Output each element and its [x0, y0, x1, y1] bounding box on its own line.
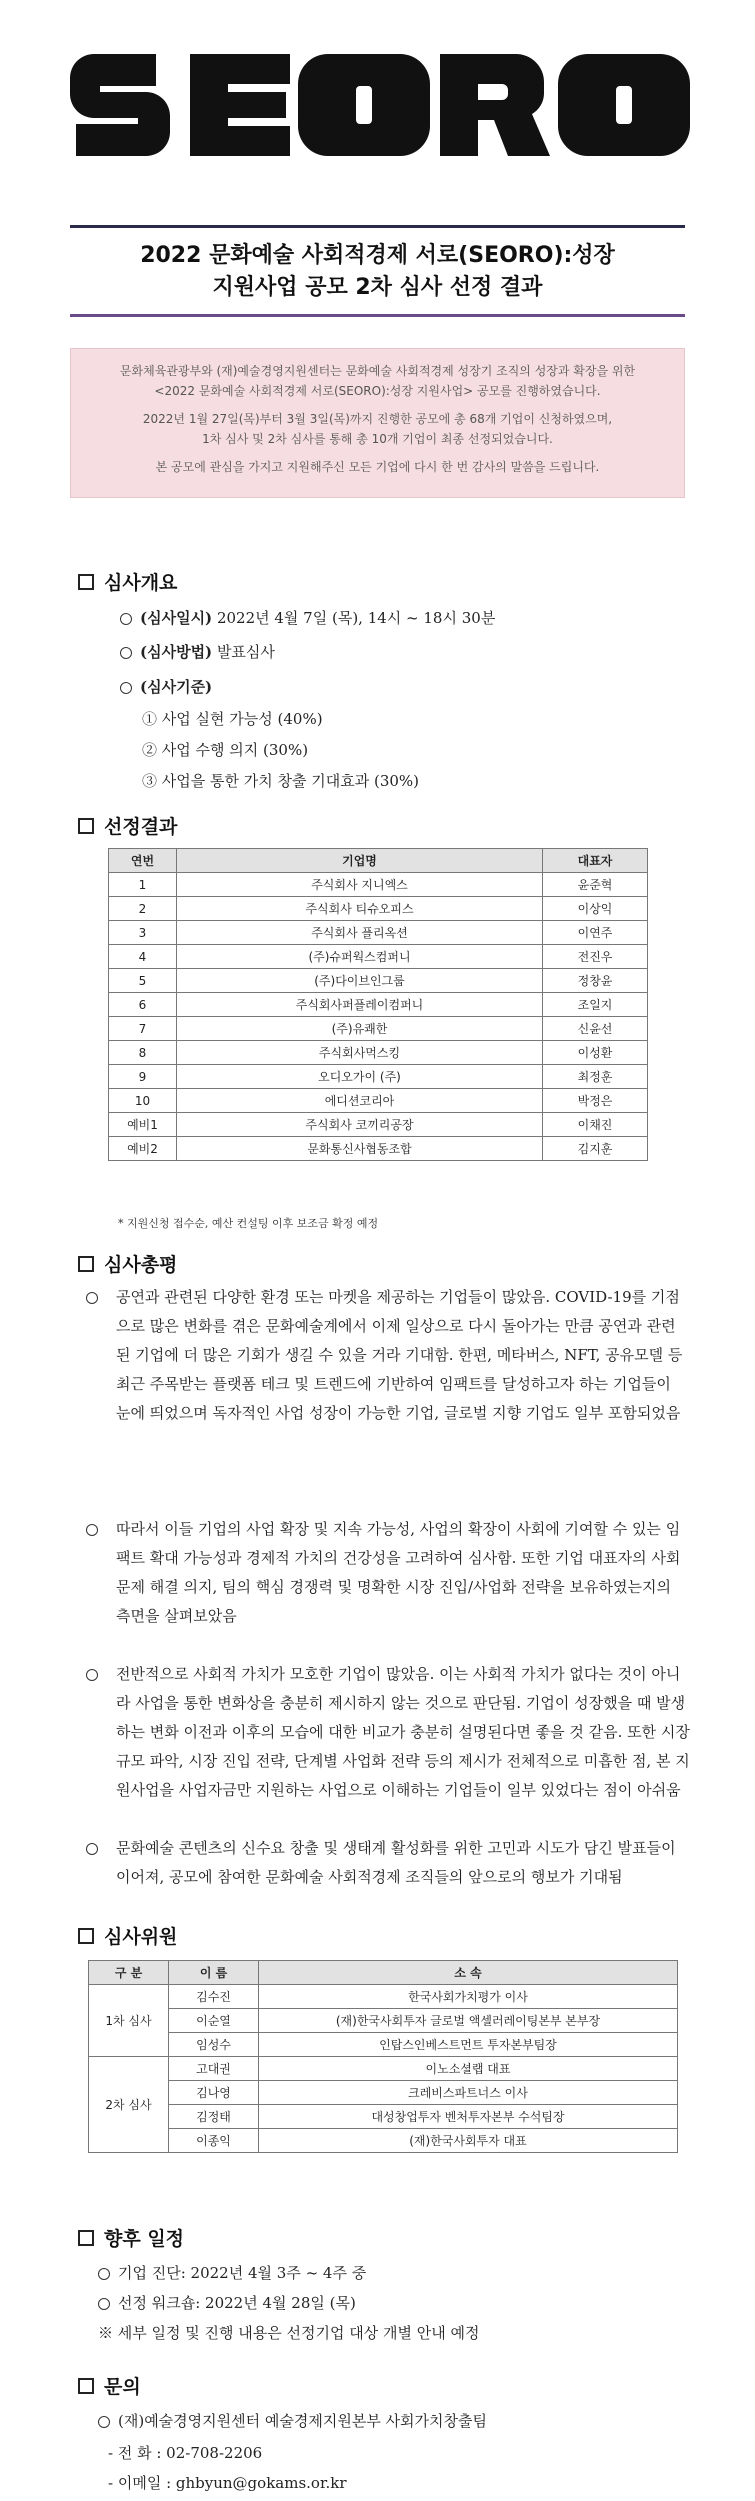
results-table — [108, 848, 648, 1161]
table-cell: 8 — [109, 1041, 177, 1065]
checkbox-square-icon — [78, 2378, 94, 2394]
contact-phone: - 전 화 : 02-708-2206 — [108, 2444, 263, 2462]
checkbox-square-icon — [78, 1256, 94, 1272]
committee-group-label: 1차 심사 — [89, 1985, 169, 2057]
column-header: 이 름 — [169, 1961, 259, 1985]
section-heading-review — [78, 1250, 177, 1277]
table-cell: 10 — [109, 1089, 177, 1113]
table-cell: 고대권 — [169, 2057, 259, 2081]
circle-bullet-icon — [86, 1843, 98, 1855]
table-row — [109, 873, 648, 897]
column-header: 구 분 — [89, 1961, 169, 1985]
section-heading-text: 심사개요 — [104, 572, 178, 594]
table-header-row — [109, 849, 648, 873]
checkbox-square-icon — [78, 1928, 94, 1944]
table-cell: (주)다이브인그룹 — [177, 969, 543, 993]
overview-date-value: 2022년 4월 7일 (목), 14시 ~ 18시 30분 — [216, 609, 496, 627]
schedule-item — [98, 2292, 356, 2313]
section-heading-committee — [78, 1922, 177, 1949]
review-paragraph — [78, 1660, 690, 1805]
table-row — [109, 897, 648, 921]
criteria-item: ③ 사업을 통한 가치 창출 기대효과 (30%) — [142, 772, 420, 790]
table-cell: 크레비스파트너스 이사 — [259, 2081, 678, 2105]
table-cell: (주)유쾌한 — [177, 1017, 543, 1041]
table-cell: 이순열 — [169, 2009, 259, 2033]
schedule-item-text: 선정 워크숍: 2022년 4월 28일 (목) — [118, 2294, 356, 2312]
table-cell: (재)한국사회투자 글로벌 액셀러레이팅본부 본부장 — [259, 2009, 678, 2033]
table-cell: 2 — [109, 897, 177, 921]
review-paragraph — [78, 1283, 690, 1428]
table-cell: 주식회사먹스킹 — [177, 1041, 543, 1065]
table-cell: 주식회사퍼플레이컴퍼니 — [177, 993, 543, 1017]
committee-table — [88, 1960, 678, 2153]
circle-bullet-icon — [120, 613, 132, 625]
table-row — [109, 969, 648, 993]
notice-paragraph-2 — [81, 409, 674, 449]
overview-method-value: 발표심사 — [216, 643, 275, 661]
table-cell: 주식회사 코끼리공장 — [177, 1113, 543, 1137]
table-cell: 5 — [109, 969, 177, 993]
review-paragraph-text: 문화예술 콘텐츠의 신수요 창출 및 생태계 활성화를 위한 고민과 시도가 담긴 발표들이 이어져, 공모에 참여한 문화예술 사회적경제 조직들의 앞으로의 행보가 기대됨 — [116, 1839, 676, 1886]
checkbox-square-icon — [78, 2230, 94, 2246]
table-cell: 조일지 — [543, 993, 648, 1017]
contact-org — [98, 2410, 487, 2431]
table-cell: 주식회사 티슈오피스 — [177, 897, 543, 921]
committee-table-body — [89, 1985, 678, 2153]
column-header: 연번 — [109, 849, 177, 873]
checkbox-square-icon — [78, 574, 94, 590]
review-paragraph-text: 공연과 관련된 다양한 환경 또는 마켓을 제공하는 기업들이 많았음. COVID-19를 기점으로 많은 변화를 겪은 문화예술계에서 이제 일상으로 다시 돌아가는 만큼 공연과 관련된 기업에 더 많은 기회가 생길 수 있을 거라 기대함. 한편, 메타버스, NFT, 공유모델 등 최근 주목받는 플랫폼 테크 및 트렌드에 기반하여 임팩트를 달성하고자 하는 기업들이 눈에 띄었으며 독자적인 사업 성장이 가능한 기업, 글로벌 지향 기업도 일부 포함되었음 — [116, 1288, 683, 1422]
notice-text: 2022년 1월 27일(목)부터 3월 3일(목)까지 진행한 공모에 총 68개 기업이 신청하였으며, — [142, 412, 613, 426]
circle-bullet-icon — [120, 682, 132, 694]
circle-bullet-icon — [86, 1524, 98, 1536]
table-row — [89, 2105, 678, 2129]
criteria-item: ① 사업 실현 가능성 (40%) — [142, 710, 323, 728]
seoro-logo — [60, 40, 695, 170]
column-header: 기업명 — [177, 849, 543, 873]
table-cell: 오디오가이 (주) — [177, 1065, 543, 1089]
notice-text: 1차 심사 및 2차 심사를 통해 총 10개 기업이 최종 선정되었습니다. — [202, 432, 553, 446]
table-cell: 이성환 — [543, 1041, 648, 1065]
table-row — [89, 1985, 678, 2009]
overview-method-label: (심사방법) — [140, 643, 213, 661]
table-row — [109, 993, 648, 1017]
table-cell: 임성수 — [169, 2033, 259, 2057]
table-cell: 신윤선 — [543, 1017, 648, 1041]
table-cell: 이노소셜랩 대표 — [259, 2057, 678, 2081]
review-paragraph-text: 따라서 이들 기업의 사업 확장 및 지속 가능성, 사업의 확장이 사회에 기여할 수 있는 임팩트 확대 가능성과 경제적 가치의 건강성을 고려하여 심사함. 또한 기업 대표자의 사회문제 해결 의지, 팀의 핵심 경쟁력 및 명확한 시장 진입/사업화 전략을 보유하였는지의 측면을 살펴보았음 — [116, 1520, 681, 1625]
notice-paragraph-3: 본 공모에 관심을 가지고 지원해주신 모든 기업에 다시 한 번 감사의 말씀을 드립니다. — [155, 460, 600, 474]
table-cell: 에디션코리아 — [177, 1089, 543, 1113]
contact-email[interactable]: - 이메일 : ghbyun@gokams.or.kr — [108, 2474, 347, 2492]
table-header-row — [89, 1961, 678, 1985]
title-line-2: 지원사업 공모 2차 심사 선정 결과 — [212, 275, 543, 300]
review-paragraph — [78, 1515, 690, 1631]
table-row — [89, 2129, 678, 2153]
results-table-body — [109, 873, 648, 1161]
section-heading-schedule — [78, 2224, 184, 2251]
table-cell: 문화통신사협동조합 — [177, 1137, 543, 1161]
section-heading-text: 향후 일정 — [104, 2228, 185, 2250]
overview-method — [120, 641, 275, 662]
table-cell: 1 — [109, 873, 177, 897]
table-row — [109, 921, 648, 945]
table-row — [109, 1089, 648, 1113]
table-row — [109, 1065, 648, 1089]
table-cell: 김수진 — [169, 1985, 259, 2009]
table-cell: 주식회사 지니엑스 — [177, 873, 543, 897]
page-title — [70, 228, 685, 314]
schedule-item — [98, 2262, 366, 2283]
table-cell: 전진우 — [543, 945, 648, 969]
column-header: 소 속 — [259, 1961, 678, 1985]
schedule-note: ※ 세부 일정 및 진행 내용은 선정기업 대상 개별 안내 예정 — [98, 2324, 480, 2342]
table-cell: 예비1 — [109, 1113, 177, 1137]
circle-bullet-icon — [98, 2268, 110, 2280]
table-cell: 9 — [109, 1065, 177, 1089]
table-cell: 주식회사 플리옥션 — [177, 921, 543, 945]
title-box — [70, 225, 685, 317]
section-heading-overview — [78, 568, 177, 595]
table-cell: 정창윤 — [543, 969, 648, 993]
contact-org-text: (재)예술경영지원센터 예술경제지원본부 사회가치창출팀 — [118, 2412, 488, 2430]
committee-group-label: 2차 심사 — [89, 2057, 169, 2153]
notice-text: <2022 문화예술 사회적경제 서로(SEORO):성장 지원사업> 공모를 진행하였습니다. — [154, 384, 601, 398]
section-heading-text: 심사총평 — [104, 1254, 178, 1276]
table-cell: 예비2 — [109, 1137, 177, 1161]
title-line-1: 2022 문화예술 사회적경제 서로(SEORO):성장 — [140, 243, 615, 268]
circle-bullet-icon — [98, 2416, 110, 2428]
circle-bullet-icon — [86, 1292, 98, 1304]
circle-bullet-icon — [98, 2298, 110, 2310]
section-heading-text: 문의 — [104, 2376, 141, 2398]
schedule-item-text: 기업 진단: 2022년 4월 3주 ~ 4주 중 — [118, 2264, 367, 2282]
overview-date-label: (심사일시) — [140, 609, 213, 627]
table-row — [89, 2033, 678, 2057]
table-cell: 3 — [109, 921, 177, 945]
table-cell: 4 — [109, 945, 177, 969]
table-cell: 이연주 — [543, 921, 648, 945]
table-cell: 대성창업투자 벤처투자본부 수석팀장 — [259, 2105, 678, 2129]
section-heading-results — [78, 812, 177, 839]
section-heading-text: 선정결과 — [104, 816, 178, 838]
overview-criteria — [120, 676, 212, 697]
seoro-logo-graphic — [60, 40, 695, 170]
notice-box — [70, 348, 685, 498]
circle-bullet-icon — [120, 647, 132, 659]
table-cell: 최정훈 — [543, 1065, 648, 1089]
table-cell: 김나영 — [169, 2081, 259, 2105]
table-cell: (주)슈퍼웍스컴퍼니 — [177, 945, 543, 969]
checkbox-square-icon — [78, 818, 94, 834]
table-cell: 인탑스인베스트먼트 투자본부팀장 — [259, 2033, 678, 2057]
table-cell: 박정은 — [543, 1089, 648, 1113]
section-heading-text: 심사위원 — [104, 1926, 178, 1948]
table-cell: 이상익 — [543, 897, 648, 921]
notice-paragraph-1 — [81, 361, 674, 401]
table-cell: 윤준혁 — [543, 873, 648, 897]
table-row — [89, 2081, 678, 2105]
table-row — [109, 945, 648, 969]
table-cell: (재)한국사회투자 대표 — [259, 2129, 678, 2153]
table-row — [109, 1137, 648, 1161]
table-cell: 한국사회가치평가 이사 — [259, 1985, 678, 2009]
table-cell: 이종익 — [169, 2129, 259, 2153]
overview-criteria-label: (심사기준) — [140, 678, 213, 696]
notice-text: 문화체육관광부와 (재)예술경영지원센터는 문화예술 사회적경제 성장기 조직의 성장과 확장을 위한 — [119, 364, 636, 378]
table-cell: 김정태 — [169, 2105, 259, 2129]
title-bottom-rule — [70, 314, 685, 317]
table-cell: 이채진 — [543, 1113, 648, 1137]
table-cell: 김지훈 — [543, 1137, 648, 1161]
results-note: * 지원신청 접수순, 예산 컨설팅 이후 보조금 확정 예정 — [118, 1217, 379, 1230]
table-cell: 7 — [109, 1017, 177, 1041]
review-paragraph — [78, 1834, 690, 1892]
column-header: 대표자 — [543, 849, 648, 873]
table-row — [89, 2057, 678, 2081]
section-heading-contact — [78, 2372, 141, 2399]
review-paragraph-text: 전반적으로 사회적 가치가 모호한 기업이 많았음. 이는 사회적 가치가 없다는 것이 아니라 사업을 통한 변화상을 충분히 제시하지 않는 것으로 판단됨. 기업이 성장했을 때 발생하는 변화 이전과 이후의 모습에 대한 비교가 충분히 설명된다면 좋을 것 같음. 또한 시장 규모 파악, 시장 진입 전략, 단계별 사업화 전략 등의 제시가 전체적으로 미흡한 점, 본 지원사업을 사업자금만 지원하는 사업으로 이해하는 기업들이 일부 있었다는 점이 아쉬움 — [116, 1665, 690, 1799]
table-row — [109, 1017, 648, 1041]
circle-bullet-icon — [86, 1669, 98, 1681]
table-row — [109, 1041, 648, 1065]
table-row — [89, 2009, 678, 2033]
criteria-item: ② 사업 수행 의지 (30%) — [142, 741, 309, 759]
table-cell: 6 — [109, 993, 177, 1017]
overview-date — [120, 607, 495, 628]
table-row — [109, 1113, 648, 1137]
